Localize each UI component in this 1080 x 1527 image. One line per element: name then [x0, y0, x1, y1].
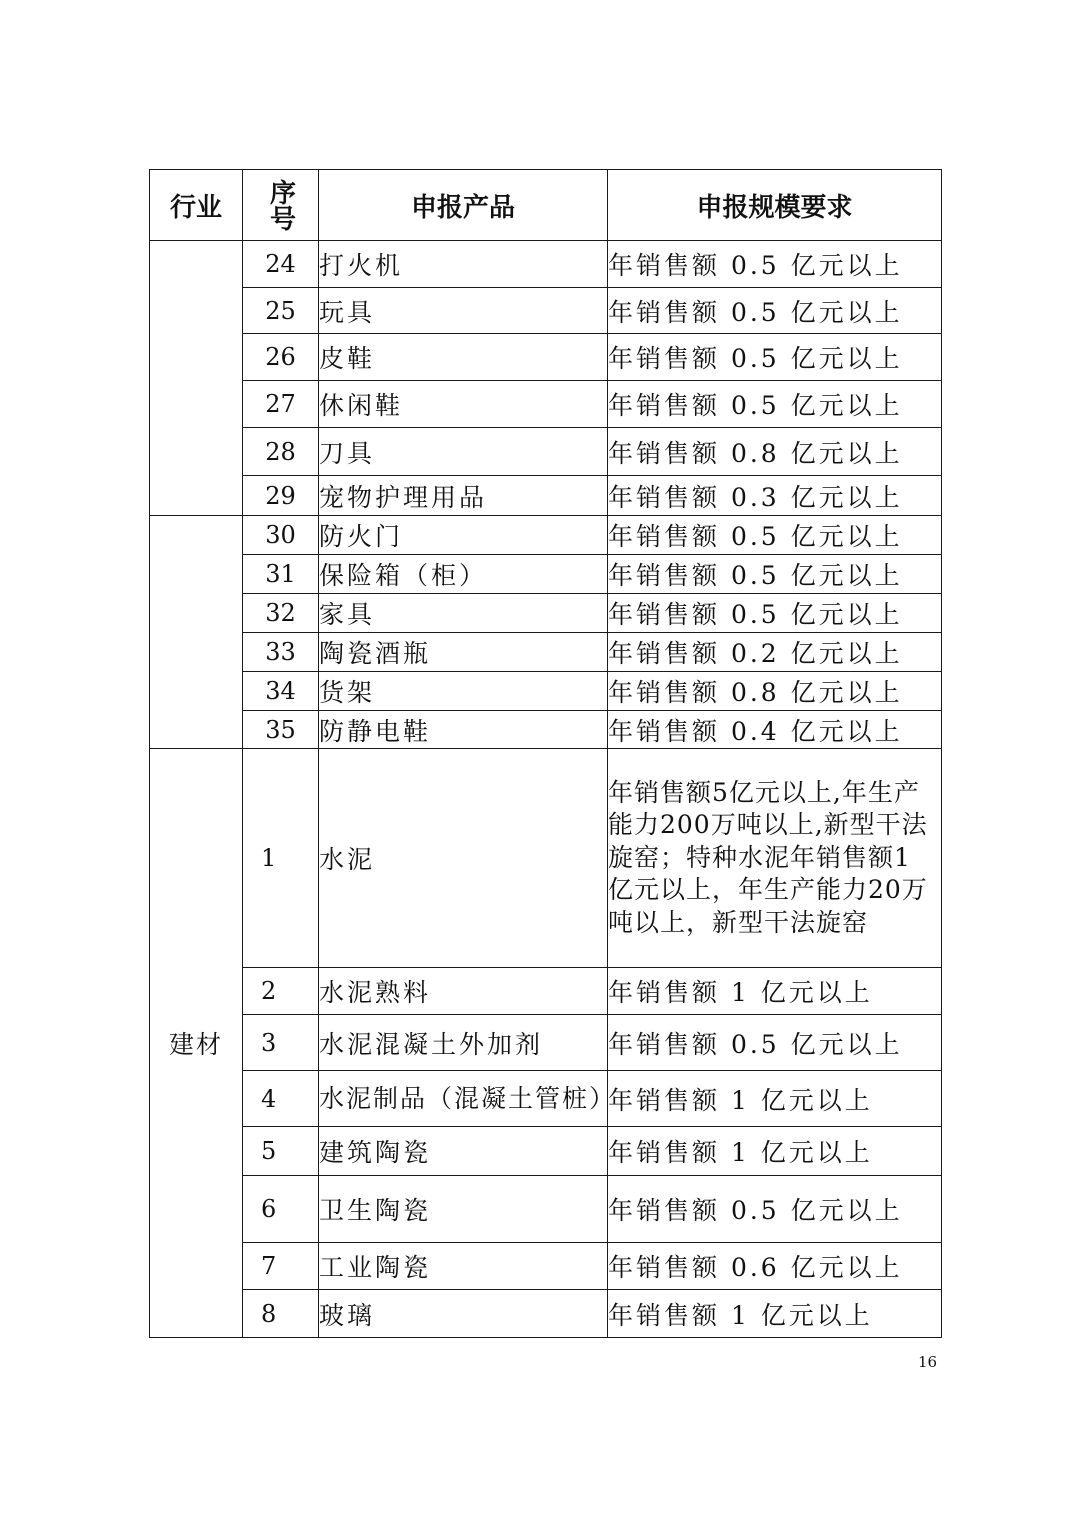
industry-cell-empty-1	[150, 241, 243, 516]
requirement-cell: 年销售额 0.5 亿元以上	[608, 1015, 942, 1071]
requirement-cell: 年销售额 0.5 亿元以上	[608, 516, 942, 555]
product-cell: 货架	[319, 672, 608, 711]
requirement-cell: 年销售额 0.5 亿元以上	[608, 555, 942, 594]
row-number: 35	[243, 711, 319, 749]
requirement-cell: 年销售额 1 亿元以上	[608, 1290, 942, 1338]
row-number: 2	[243, 968, 319, 1015]
product-cell: 水泥制品（混凝土管桩）	[319, 1071, 608, 1127]
industry-cell-building-materials: 建材	[150, 749, 243, 1338]
table-row	[150, 968, 942, 1015]
table-row	[150, 476, 942, 516]
row-number: 3	[243, 1015, 319, 1071]
table-row	[150, 1243, 942, 1290]
product-cell: 卫生陶瓷	[319, 1176, 608, 1243]
product-cell: 保险箱（柜）	[319, 555, 608, 594]
table-row	[150, 1071, 942, 1127]
product-cell: 休闲鞋	[319, 381, 608, 428]
product-cell: 玻璃	[319, 1290, 608, 1338]
page-number: 16	[918, 1353, 938, 1371]
requirement-cell: 年销售额5亿元以上,年生产能力200万吨以上,新型干法旋窑；特种水泥年销售额1亿元以上，年生产能力20万吨以上，新型干法旋窑	[608, 749, 942, 968]
product-cell: 宠物护理用品	[319, 476, 608, 516]
product-cell: 玩具	[319, 288, 608, 334]
row-number: 25	[243, 288, 319, 334]
table-row	[150, 241, 942, 288]
row-number: 34	[243, 672, 319, 711]
table-row	[150, 428, 942, 476]
row-number: 32	[243, 594, 319, 633]
requirement-cell: 年销售额 0.5 亿元以上	[608, 334, 942, 381]
row-number: 30	[243, 516, 319, 555]
product-cell: 家具	[319, 594, 608, 633]
table-row	[150, 381, 942, 428]
product-cell: 水泥熟料	[319, 968, 608, 1015]
header-requirement: 申报规模要求	[608, 170, 942, 241]
row-number: 29	[243, 476, 319, 516]
product-cell: 防静电鞋	[319, 711, 608, 749]
product-cell: 水泥	[319, 749, 608, 968]
table-row	[150, 1015, 942, 1071]
row-number: 28	[243, 428, 319, 476]
table-row	[150, 711, 942, 749]
table-header-row	[150, 170, 942, 241]
product-cell: 建筑陶瓷	[319, 1127, 608, 1176]
table-row	[150, 555, 942, 594]
requirement-cell: 年销售额 0.8 亿元以上	[608, 428, 942, 476]
requirement-cell: 年销售额 0.2 亿元以上	[608, 633, 942, 672]
row-number: 4	[243, 1071, 319, 1127]
requirement-cell: 年销售额 1 亿元以上	[608, 1127, 942, 1176]
table-row	[150, 594, 942, 633]
row-number: 7	[243, 1243, 319, 1290]
header-industry: 行业	[150, 170, 243, 241]
row-number: 27	[243, 381, 319, 428]
row-number: 8	[243, 1290, 319, 1338]
requirement-cell: 年销售额 0.5 亿元以上	[608, 288, 942, 334]
requirements-table	[149, 169, 942, 1338]
requirement-cell: 年销售额 0.5 亿元以上	[608, 381, 942, 428]
table-row	[150, 516, 942, 555]
product-cell: 皮鞋	[319, 334, 608, 381]
table-row	[150, 633, 942, 672]
table-row	[150, 334, 942, 381]
requirement-cell: 年销售额 0.5 亿元以上	[608, 1176, 942, 1243]
product-cell: 刀具	[319, 428, 608, 476]
table-row	[150, 1127, 942, 1176]
table-row	[150, 749, 942, 968]
product-cell: 防火门	[319, 516, 608, 555]
industry-cell-empty-2	[150, 516, 243, 749]
table-row	[150, 672, 942, 711]
table-row	[150, 288, 942, 334]
requirement-cell: 年销售额 1 亿元以上	[608, 1071, 942, 1127]
product-cell: 水泥混凝土外加剂	[319, 1015, 608, 1071]
row-number: 1	[243, 749, 319, 968]
row-number: 24	[243, 241, 319, 288]
requirement-cell: 年销售额 0.8 亿元以上	[608, 672, 942, 711]
product-cell: 打火机	[319, 241, 608, 288]
product-cell: 陶瓷酒瓶	[319, 633, 608, 672]
requirement-cell: 年销售额 0.5 亿元以上	[608, 594, 942, 633]
header-product: 申报产品	[319, 170, 608, 241]
requirement-cell: 年销售额 1 亿元以上	[608, 968, 942, 1015]
row-number: 26	[243, 334, 319, 381]
header-index: 序号	[243, 170, 319, 241]
requirement-cell: 年销售额 0.5 亿元以上	[608, 241, 942, 288]
row-number: 33	[243, 633, 319, 672]
requirement-cell: 年销售额 0.3 亿元以上	[608, 476, 942, 516]
row-number: 6	[243, 1176, 319, 1243]
row-number: 5	[243, 1127, 319, 1176]
requirement-cell: 年销售额 0.6 亿元以上	[608, 1243, 942, 1290]
requirement-cell: 年销售额 0.4 亿元以上	[608, 711, 942, 749]
table-row	[150, 1176, 942, 1243]
product-cell: 工业陶瓷	[319, 1243, 608, 1290]
table-row	[150, 1290, 942, 1338]
row-number: 31	[243, 555, 319, 594]
